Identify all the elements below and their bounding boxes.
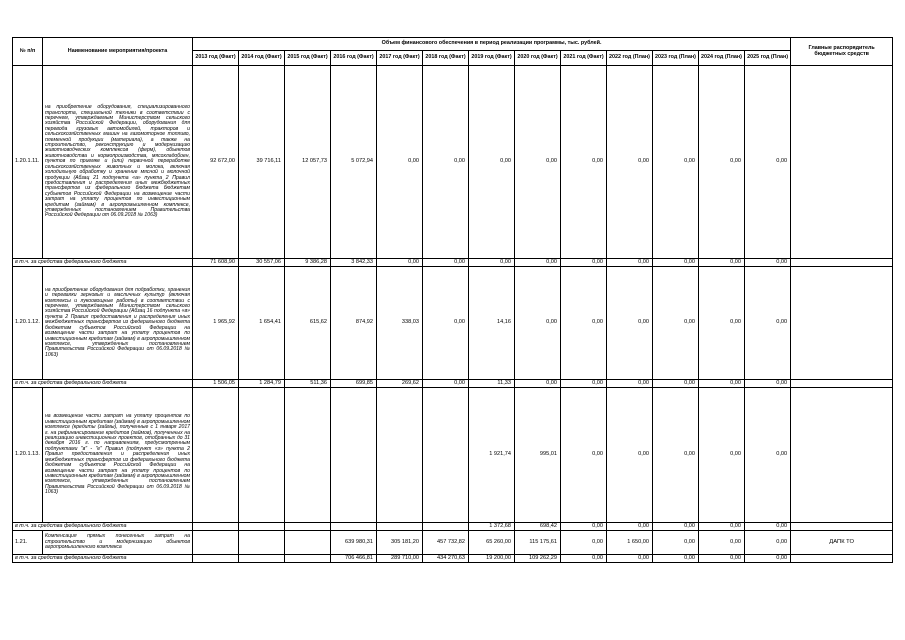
subtotal-row: [13, 380, 893, 388]
subtotal-label: в т.ч. за средства федерального бюджета: [13, 259, 193, 267]
value-cell: 0,00: [653, 531, 699, 555]
value-cell: 1 654,41: [239, 267, 285, 380]
value-cell: 39 716,11: [239, 66, 285, 259]
row-description: Компенсация прямых понесенных затрат на строительство и модернизацию объектов агропромышленного комплекса: [43, 531, 193, 555]
value-cell: [239, 523, 285, 531]
value-cell: 0,00: [745, 259, 791, 267]
subtotal-label: в т.ч. за средства федерального бюджета: [13, 380, 193, 388]
value-cell: 3 842,33: [331, 259, 377, 267]
value-cell: 269,62: [377, 380, 423, 388]
header-year: 2017 год (Факт): [377, 51, 423, 66]
value-cell: [193, 523, 239, 531]
value-cell: 0,00: [699, 523, 745, 531]
value-cell: 0,00: [699, 66, 745, 259]
value-cell: 615,62: [285, 267, 331, 380]
value-cell: [193, 555, 239, 563]
value-cell: 0,00: [515, 66, 561, 259]
subtotal-row: [13, 555, 893, 563]
row-code: 1.20.1.12.: [13, 267, 43, 380]
row-code: 1.21.: [13, 531, 43, 555]
subtotal-label: в т.ч. за средства федерального бюджета: [13, 555, 193, 563]
value-cell: 0,00: [561, 555, 607, 563]
value-cell: 698,42: [515, 523, 561, 531]
value-cell: 0,00: [607, 523, 653, 531]
value-cell: 0,00: [469, 259, 515, 267]
distributor-cell: [791, 523, 893, 531]
budget-table-sheet: [12, 37, 892, 563]
value-cell: 0,00: [423, 259, 469, 267]
value-cell: 0,00: [377, 66, 423, 259]
value-cell: 65 260,00: [469, 531, 515, 555]
value-cell: 457 732,82: [423, 531, 469, 555]
value-cell: 1 284,79: [239, 380, 285, 388]
header-year: 2024 год (План): [699, 51, 745, 66]
header-distributor: Главные распорядитель бюджетных средств: [791, 38, 893, 66]
value-cell: 0,00: [561, 523, 607, 531]
value-cell: 0,00: [699, 259, 745, 267]
value-cell: [285, 531, 331, 555]
value-cell: 0,00: [653, 388, 699, 523]
value-cell: 0,00: [561, 531, 607, 555]
value-cell: [239, 388, 285, 523]
value-cell: 115 175,61: [515, 531, 561, 555]
value-cell: 1 506,05: [193, 380, 239, 388]
subtotal-label: в т.ч. за средства федерального бюджета: [13, 523, 193, 531]
header-year: 2020 год (Факт): [515, 51, 561, 66]
header-year: 2014 год (Факт): [239, 51, 285, 66]
value-cell: 0,00: [515, 380, 561, 388]
value-cell: 995,01: [515, 388, 561, 523]
value-cell: 0,00: [745, 66, 791, 259]
value-cell: 19 200,00: [469, 555, 515, 563]
value-cell: 92 672,00: [193, 66, 239, 259]
value-cell: 338,03: [377, 267, 423, 380]
value-cell: 30 557,06: [239, 259, 285, 267]
value-cell: 0,00: [653, 66, 699, 259]
value-cell: 0,00: [561, 66, 607, 259]
value-cell: [423, 523, 469, 531]
value-cell: 0,00: [745, 267, 791, 380]
value-cell: 71 608,90: [193, 259, 239, 267]
value-cell: 9 386,28: [285, 259, 331, 267]
value-cell: [377, 388, 423, 523]
value-cell: 0,00: [607, 388, 653, 523]
value-cell: 0,00: [653, 259, 699, 267]
value-cell: 0,00: [745, 523, 791, 531]
value-cell: 0,00: [607, 380, 653, 388]
value-cell: 0,00: [653, 380, 699, 388]
header-name: Наименование мероприятия/проекта: [43, 38, 193, 66]
header-year: 2018 год (Факт): [423, 51, 469, 66]
value-cell: 0,00: [561, 267, 607, 380]
value-cell: 1 965,92: [193, 267, 239, 380]
value-cell: 0,00: [561, 388, 607, 523]
distributor-cell: [791, 267, 893, 380]
table-row: [13, 267, 893, 380]
subtotal-row: [13, 259, 893, 267]
value-cell: 0,00: [515, 259, 561, 267]
value-cell: 0,00: [607, 259, 653, 267]
table-row: [13, 388, 893, 523]
value-cell: 1 921,74: [469, 388, 515, 523]
value-cell: 109 262,29: [515, 555, 561, 563]
value-cell: 0,00: [423, 380, 469, 388]
value-cell: 0,00: [653, 267, 699, 380]
value-cell: [331, 523, 377, 531]
value-cell: 0,00: [607, 267, 653, 380]
row-description: на приобретение оборудования для подработки, хранения и перевалки зерновых и масличных культур (включая комплексы и лукоовощные работы) в соответствии с перечнем, утверждаемым Министерством сельского хозяйства Российской Федерации (Абзац 16 подпункта «в» пункта 2 Правил предоставления и распределения иных межбюджетных трансфертов из федерального бюджета бюджетам субъектов Российской Федерации на возмещение части затрат на уплату процентов по инвестиционным кредитам (займам) в агропромышленном комплексе, утвержденных постановлением Правительства Российской Федерации от 06.09.2018 № 1063): [43, 267, 193, 380]
header-year: 2016 год (Факт): [331, 51, 377, 66]
row-code: 1.20.1.11.: [13, 66, 43, 259]
value-cell: 0,00: [653, 523, 699, 531]
value-cell: 11,33: [469, 380, 515, 388]
value-cell: [285, 523, 331, 531]
value-cell: 0,00: [699, 531, 745, 555]
value-cell: 0,00: [561, 380, 607, 388]
value-cell: 0,00: [699, 388, 745, 523]
value-cell: 12 057,73: [285, 66, 331, 259]
header-year: 2021 год (Факт): [561, 51, 607, 66]
value-cell: 0,00: [699, 380, 745, 388]
header-year: 2025 год (План): [745, 51, 791, 66]
value-cell: [193, 388, 239, 523]
value-cell: 874,92: [331, 267, 377, 380]
header-year: 2015 год (Факт): [285, 51, 331, 66]
value-cell: 0,00: [515, 267, 561, 380]
row-description: на возмещение части затрат на уплату процентов по инвестиционным кредитам (займам) в агропромышленном комплексе (кредиты (займы), полученные с 1 января 2017 г. на рефинансирование кредитов (займов), полученных на реализацию инвестиционных проектов, отобранных до 31 декабря 2016 г. по направлениям, предусмотренным подпунктами "в" - "е" Правил (подпункт «з» пункта 2 Правил предоставления и распределения иных межбюджетных трансфертов из федерального бюджета бюджетам субъектов Российской Федерации на возмещение части затрат на уплату процентов по инвестиционным кредитам (займам) в агропромышленном комплексе, утвержденных постановлением Правительства Российской Федерации от 06.09.2018 № 1063): [43, 388, 193, 523]
value-cell: 0,00: [377, 259, 423, 267]
distributor-cell: ДАПК ТО: [791, 531, 893, 555]
value-cell: 0,00: [745, 555, 791, 563]
distributor-cell: [791, 388, 893, 523]
value-cell: 0,00: [699, 555, 745, 563]
distributor-cell: [791, 66, 893, 259]
table-row: [13, 531, 893, 555]
value-cell: [285, 555, 331, 563]
value-cell: [193, 531, 239, 555]
value-cell: 0,00: [561, 259, 607, 267]
header-year: 2013 год (Факт): [193, 51, 239, 66]
value-cell: 511,36: [285, 380, 331, 388]
value-cell: 1 372,68: [469, 523, 515, 531]
budget-table: [12, 37, 893, 563]
value-cell: [239, 555, 285, 563]
distributor-cell: [791, 555, 893, 563]
header-year: 2023 год (План): [653, 51, 699, 66]
value-cell: 14,16: [469, 267, 515, 380]
value-cell: 289 710,00: [377, 555, 423, 563]
distributor-cell: [791, 259, 893, 267]
header-year: 2022 год (План): [607, 51, 653, 66]
value-cell: [423, 388, 469, 523]
value-cell: 0,00: [607, 66, 653, 259]
value-cell: 5 072,94: [331, 66, 377, 259]
value-cell: 1 650,00: [607, 531, 653, 555]
value-cell: 0,00: [653, 555, 699, 563]
value-cell: 0,00: [745, 388, 791, 523]
header-funding: Объем финансового обеспечения в период реализации программы, тыс. рублей.: [193, 38, 791, 51]
row-description: на приобретение оборудования, специализированного транспорта, специальной техники в соответствии с перечнем, утверждаемым Министерством сельского хозяйства Российской Федерации, оборудования для перевода грузовых автомобилей, тракторов и сельскохозяйственных машин на газомоторное топливо, племенной продукции (материала), а также на строительство, реконструкцию и модернизацию животноводческих комплексов (ферм), объектов животноводства и кормопроизводства, мясохладобоен, пунктов по приемке и (или) первичной переработке сельскохозяйственных животных и молока, включая холодильную обработку и хранение мясной и молочной продукции (Абзац 21 подпункта «а» пункта 2 Правил предоставления и распределения иных межбюджетных трансфертов из федерального бюджета бюджетам субъектов Российской Федерации на возмещение части затрат на уплату процентов по инвестиционным кредитам (займам) в агропромышленном комплексе, утвержденных постановлением Правительства Российской Федерации от 06.09.2018 № 1063): [43, 66, 193, 259]
header-num: № п/п: [13, 38, 43, 66]
value-cell: [239, 531, 285, 555]
value-cell: 706 466,81: [331, 555, 377, 563]
value-cell: 0,00: [745, 380, 791, 388]
value-cell: 0,00: [423, 267, 469, 380]
table-row: [13, 66, 893, 259]
value-cell: [331, 388, 377, 523]
subtotal-row: [13, 523, 893, 531]
value-cell: 434 270,63: [423, 555, 469, 563]
value-cell: 305 181,20: [377, 531, 423, 555]
value-cell: [285, 388, 331, 523]
value-cell: 699,85: [331, 380, 377, 388]
value-cell: 0,00: [423, 66, 469, 259]
value-cell: 0,00: [745, 531, 791, 555]
value-cell: 0,00: [699, 267, 745, 380]
distributor-cell: [791, 380, 893, 388]
value-cell: 0,00: [469, 66, 515, 259]
value-cell: 0,00: [607, 555, 653, 563]
value-cell: [377, 523, 423, 531]
value-cell: 639 980,31: [331, 531, 377, 555]
row-code: 1.20.1.13.: [13, 388, 43, 523]
header-year: 2019 год (Факт): [469, 51, 515, 66]
